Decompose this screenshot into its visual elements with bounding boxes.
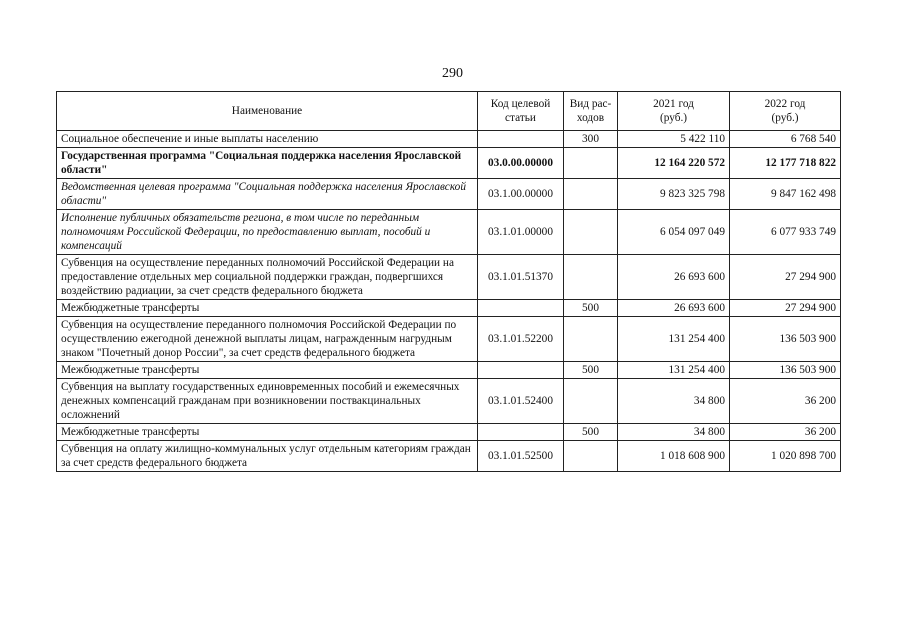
row-expense-type-cell: 500 (564, 424, 618, 441)
table-row (57, 441, 841, 472)
row-code-cell (478, 424, 564, 441)
header-2021: 2021 год (руб.) (618, 92, 730, 131)
header-row (57, 92, 841, 131)
row-2021-amount-cell: 34 800 (618, 424, 730, 441)
page-number: 290 (442, 66, 463, 81)
row-2021-amount-cell: 131 254 400 (618, 362, 730, 379)
row-2022-amount-cell: 136 503 900 (730, 362, 841, 379)
row-2022-amount-cell: 36 200 (730, 424, 841, 441)
row-expense-type-cell: 300 (564, 131, 618, 148)
row-2021-amount-cell: 12 164 220 572 (618, 148, 730, 179)
row-2022-amount-cell: 27 294 900 (730, 255, 841, 300)
row-name-cell: Государственная программа "Социальная поддержка населения Ярославской области" (57, 148, 478, 179)
row-2021-amount-cell: 26 693 600 (618, 255, 730, 300)
row-name-cell: Межбюджетные трансферты (57, 300, 478, 317)
row-name-cell: Субвенция на выплату государственных единовременных пособий и ежемесячных денежных компенсаций гражданам при возникновении поствакцинальных осложнений (57, 379, 478, 424)
row-name-cell: Ведомственная целевая программа "Социальная поддержка населения Ярославской области" (57, 179, 478, 210)
row-name-cell: Субвенция на осуществление переданных полномочий Российской Федерации на предоставление отдельных мер социальной поддержки граждан, подвергшихся воздействию радиации, за счет средств федерального бюджета (57, 255, 478, 300)
table-body (57, 131, 841, 472)
row-2021-amount-cell: 5 422 110 (618, 131, 730, 148)
row-code-cell: 03.1.01.52500 (478, 441, 564, 472)
row-name-cell: Субвенция на оплату жилищно-коммунальных услуг отдельным категориям граждан за счет средств федерального бюджета (57, 441, 478, 472)
budget-table (56, 91, 841, 472)
row-name-cell: Межбюджетные трансферты (57, 362, 478, 379)
row-2021-amount-cell: 26 693 600 (618, 300, 730, 317)
table-row (57, 179, 841, 210)
table-row (57, 317, 841, 362)
row-expense-type-cell (564, 210, 618, 255)
table-row (57, 379, 841, 424)
row-code-cell (478, 131, 564, 148)
row-expense-type-cell (564, 379, 618, 424)
row-code-cell: 03.1.00.00000 (478, 179, 564, 210)
row-2022-amount-cell: 1 020 898 700 (730, 441, 841, 472)
row-expense-type-cell (564, 441, 618, 472)
row-2021-amount-cell: 9 823 325 798 (618, 179, 730, 210)
row-expense-type-cell (564, 317, 618, 362)
row-2022-amount-cell: 6 768 540 (730, 131, 841, 148)
header-2022: 2022 год (руб.) (730, 92, 841, 131)
table-row (57, 424, 841, 441)
header-name: Наименование (57, 92, 478, 131)
row-name-cell: Исполнение публичных обязательств региона, в том числе по переданным полномочиям Российской Федерации, по предоставлению выплат, пособий и компенсаций (57, 210, 478, 255)
row-2022-amount-cell: 27 294 900 (730, 300, 841, 317)
header-code: Код целевой статьи (478, 92, 564, 131)
row-name-cell: Социальное обеспечение и иные выплаты населению (57, 131, 478, 148)
row-code-cell (478, 300, 564, 317)
row-code-cell: 03.0.00.00000 (478, 148, 564, 179)
row-expense-type-cell (564, 255, 618, 300)
row-code-cell: 03.1.01.52400 (478, 379, 564, 424)
table-row (57, 210, 841, 255)
table-row (57, 131, 841, 148)
table-row (57, 300, 841, 317)
row-name-cell: Субвенция на осуществление переданного полномочия Российской Федерации по осуществлению ежегодной денежной выплаты лицам, награжденным нагрудным знаком "Почетный донор России", за счет средств федерального бюджета (57, 317, 478, 362)
row-name-cell: Межбюджетные трансферты (57, 424, 478, 441)
row-2021-amount-cell: 131 254 400 (618, 317, 730, 362)
row-expense-type-cell: 500 (564, 300, 618, 317)
row-2022-amount-cell: 136 503 900 (730, 317, 841, 362)
row-2022-amount-cell: 6 077 933 749 (730, 210, 841, 255)
row-code-cell: 03.1.01.52200 (478, 317, 564, 362)
row-2021-amount-cell: 6 054 097 049 (618, 210, 730, 255)
row-expense-type-cell (564, 179, 618, 210)
row-2021-amount-cell: 34 800 (618, 379, 730, 424)
table-header (57, 92, 841, 131)
table-row (57, 255, 841, 300)
row-code-cell (478, 362, 564, 379)
header-expense-type: Вид рас- ходов (564, 92, 618, 131)
row-expense-type-cell (564, 148, 618, 179)
table-row (57, 148, 841, 179)
row-2022-amount-cell: 12 177 718 822 (730, 148, 841, 179)
row-expense-type-cell: 500 (564, 362, 618, 379)
row-code-cell: 03.1.01.51370 (478, 255, 564, 300)
row-code-cell: 03.1.01.00000 (478, 210, 564, 255)
row-2021-amount-cell: 1 018 608 900 (618, 441, 730, 472)
row-2022-amount-cell: 9 847 162 498 (730, 179, 841, 210)
table-row (57, 362, 841, 379)
row-2022-amount-cell: 36 200 (730, 379, 841, 424)
